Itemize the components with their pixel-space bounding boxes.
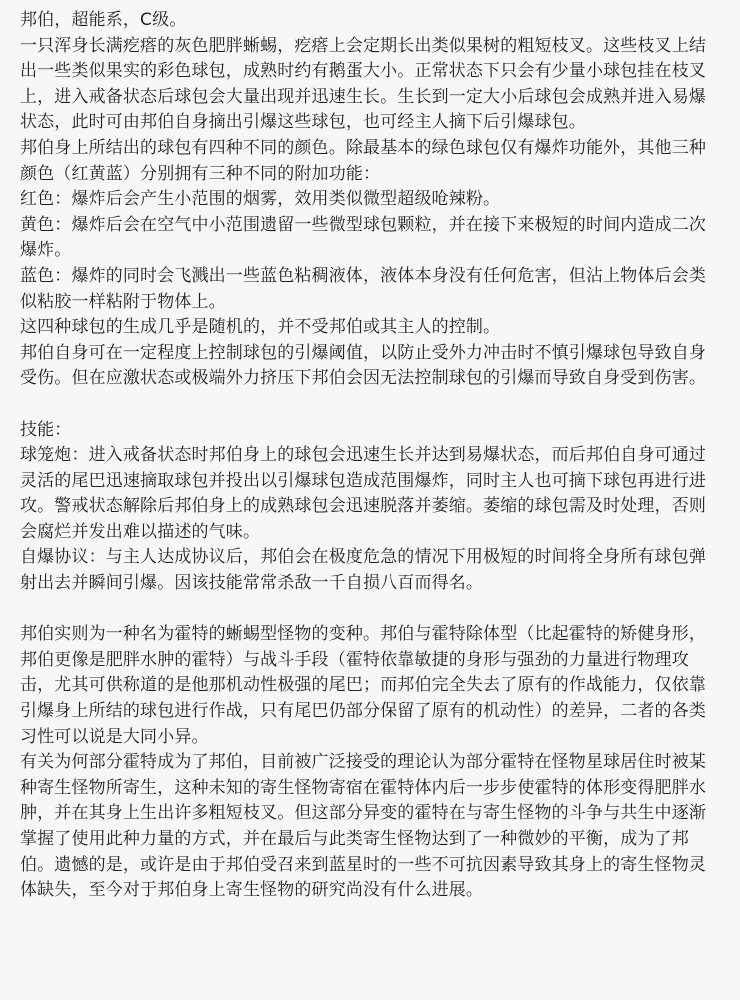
paragraph-theory: 有关为何部分霍特成为了邦伯，目前被广泛接受的理论认为部分霍特在怪物星球居住时被某种寄生怪物所寄生，这种未知的寄生怪物寄宿在霍特体内后一步步使霍特的体形变得肥胖水肿，并在其身上生出许多粗短枝叉。但这部分异变的霍特在与寄生怪物的斗争与共生中逐渐掌握了使用此种力量的方式，并在最后与此类寄生怪物达到了一种微妙的平衡，成为了邦伯。遗憾的是，或许是由于邦伯受召来到蓝星时的一些不可抗因素导致其身上的寄生怪物灵体缺失，至今对于邦伯身上寄生怪物的研究尚没有什么进展。	[20, 752, 706, 901]
blank-line	[20, 597, 720, 623]
skills-heading: 技能：	[20, 419, 72, 440]
paragraph-origin: 邦伯实则为一种名为霍特的蜥蜴型怪物的变种。邦伯与霍特除体型（比起霍特的矫健身形，邦伯更像是肥胖水肿的霍特）与战斗手段（霍特依靠敏捷的身形与强劲的力量进行物理攻击，尤其可供称道的是他那机动性极强的尾巴；而邦伯完全失去了原有的作战能力，仅依靠引爆身上所结的球包进行作战，只有尾巴仍部分保留了原有的机动性）的差异，二者的各类习性可以说是大同小异。	[20, 624, 706, 747]
paragraph-skill-self-destruct: 自爆协议：与主人达成协议后，邦伯会在极度危急的情况下用极短的时间将全身所有球包弹射出去并瞬间引爆。因该技能常常杀敌一千自损八百而得名。	[20, 547, 706, 594]
paragraph-yellow: 黄色：爆炸后会在空气中小范围遗留一些微型球包颗粒，并在接下来极短的时间内造成二次爆炸。	[20, 214, 706, 261]
paragraph-threshold: 邦伯自身可在一定程度上控制球包的引爆阈值，以防止受外力冲击时不慎引爆球包导致自身受伤。但在应激状态或极端外力挤压下邦伯会因无法控制球包的引爆而导致自身受到伤害。	[20, 342, 706, 389]
paragraph-title: 邦伯，超能系，C级。	[20, 10, 187, 30]
paragraph-description: 一只浑身长满疙瘩的灰色肥胖蜥蜴，疙瘩上会定期长出类似果树的粗短枝叉。这些枝叉上结出一些类似果实的彩色球包，成熟时约有鹅蛋大小。正常状态下只会有少量小球包挂在枝叉上，进入戒备状态后球包会大量出现并迅速生长。生长到一定大小后球包会成熟并进入易爆状态，此时可由邦伯自身摘出引爆这些球包，也可经主人摘下后引爆球包。	[20, 35, 706, 133]
blank-line	[20, 392, 720, 418]
paragraph-skill-ball-cannon: 球笼炮：进入戒备状态时邦伯身上的球包会迅速生长并达到易爆状态，而后邦伯自身可通过灵活的尾巴迅速摘取球包并投出以引爆球包造成范围爆炸，同时主人也可摘下球包再进行进攻。警戒状态解除后邦伯身上的成熟球包会迅速脱落并萎缩。萎缩的球包需及时处理，否则会腐烂并发出难以描述的气味。	[20, 445, 706, 542]
paragraph-colors-intro: 邦伯身上所结出的球包有四种不同的颜色。除最基本的绿色球包仅有爆炸功能外，其他三种颜色（红黄蓝）分别拥有三种不同的附加功能：	[20, 137, 706, 184]
paragraph-red: 红色：爆炸后会产生小范围的烟雾，效用类似微型超级呛辣粉。	[20, 189, 501, 210]
paragraph-blue: 蓝色：爆炸的同时会飞溅出一些蓝色粘稠液体，液体本身没有任何危害，但沾上物体后会类似粘胶一样粘附于物体上。	[20, 265, 706, 312]
paragraph-random: 这四种球包的生成几乎是随机的，并不受邦伯或其主人的控制。	[20, 317, 501, 338]
